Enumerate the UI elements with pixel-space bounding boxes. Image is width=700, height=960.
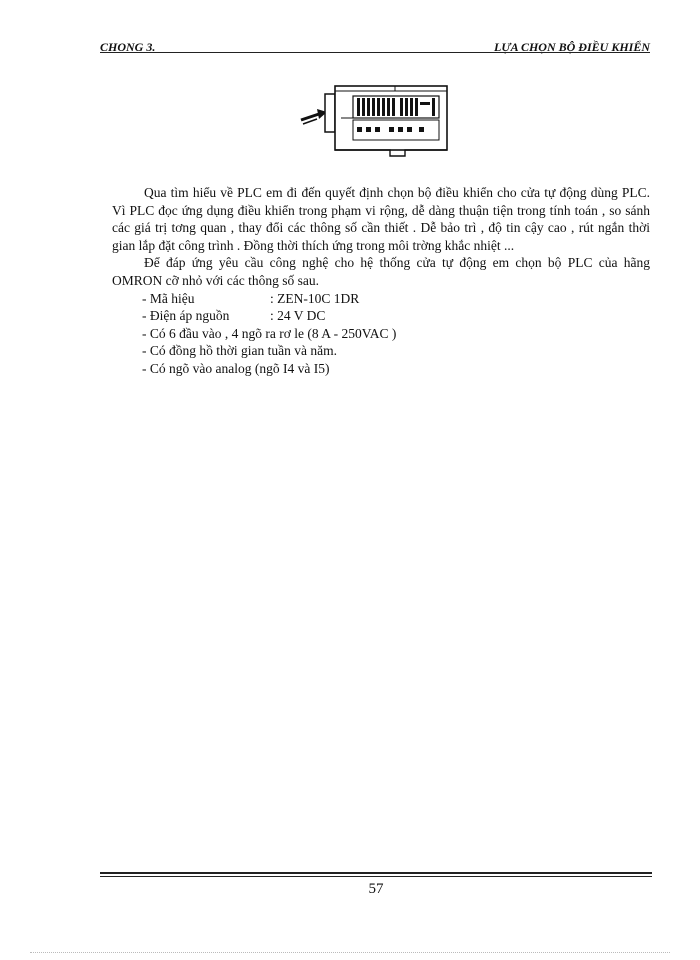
chapter-label: CHONG 3. (100, 40, 156, 54)
spec-value: : 24 V DC (270, 308, 326, 324)
spec-item (112, 342, 650, 360)
footer-rule-thin (100, 876, 652, 877)
page-header (100, 38, 650, 56)
header-rule (100, 52, 650, 53)
plc-device-icon (295, 80, 455, 166)
chapter-title: LỰA CHỌN BỘ ĐIỀU KHIỂN (494, 40, 650, 54)
spec-item (112, 325, 650, 343)
plc-device-figure (295, 80, 455, 166)
footer-rule (100, 872, 652, 874)
body-text (112, 184, 650, 378)
spec-list (112, 290, 650, 378)
spec-item (112, 360, 650, 378)
spec-item (112, 307, 650, 325)
spec-item (112, 290, 650, 308)
paragraph-1: Qua tìm hiểu về PLC em đi đến quyết định chọn bộ điều khiển cho cửa tự động dùng PLC. Vì PLC đọc ứng dụng điều khiển trong phạm vi rộng, dễ dàng thuận tiện trong tính toán , so sánh các giá trị tơng quan , thay đổi các thông số cần thiết . Dễ bảo trì , độ tin cậy cao , rút ngắn thời gian lắp đặt công trình . Đồng thời thích ứng trong môi trờng khắc nhiệt ... (112, 185, 650, 253)
spec-value: : ZEN-10C 1DR (270, 290, 360, 306)
spec-label: - Mã hiệu (142, 290, 195, 306)
paragraph-2: Để đáp ứng yêu cầu công nghệ cho hệ thống cửa tự động em chọn bộ PLC của hãng OMRON cỡ nhỏ với các thông số sau. (112, 255, 650, 288)
spec-label: - Điện áp nguồn (142, 308, 230, 324)
arrow-icon (301, 109, 327, 124)
spec-label: - Có ngõ vào analog (ngõ I4 và I5) (142, 360, 330, 376)
page-footer (100, 872, 652, 898)
spec-label: - Có đồng hồ thời gian tuần và năm. (142, 343, 337, 359)
spec-label: - Có 6 đầu vào , 4 ngõ ra rơ le (8 A - 250VAC ) (142, 325, 397, 341)
bottom-dotted-divider (30, 952, 670, 953)
page-number: 57 (368, 881, 384, 897)
